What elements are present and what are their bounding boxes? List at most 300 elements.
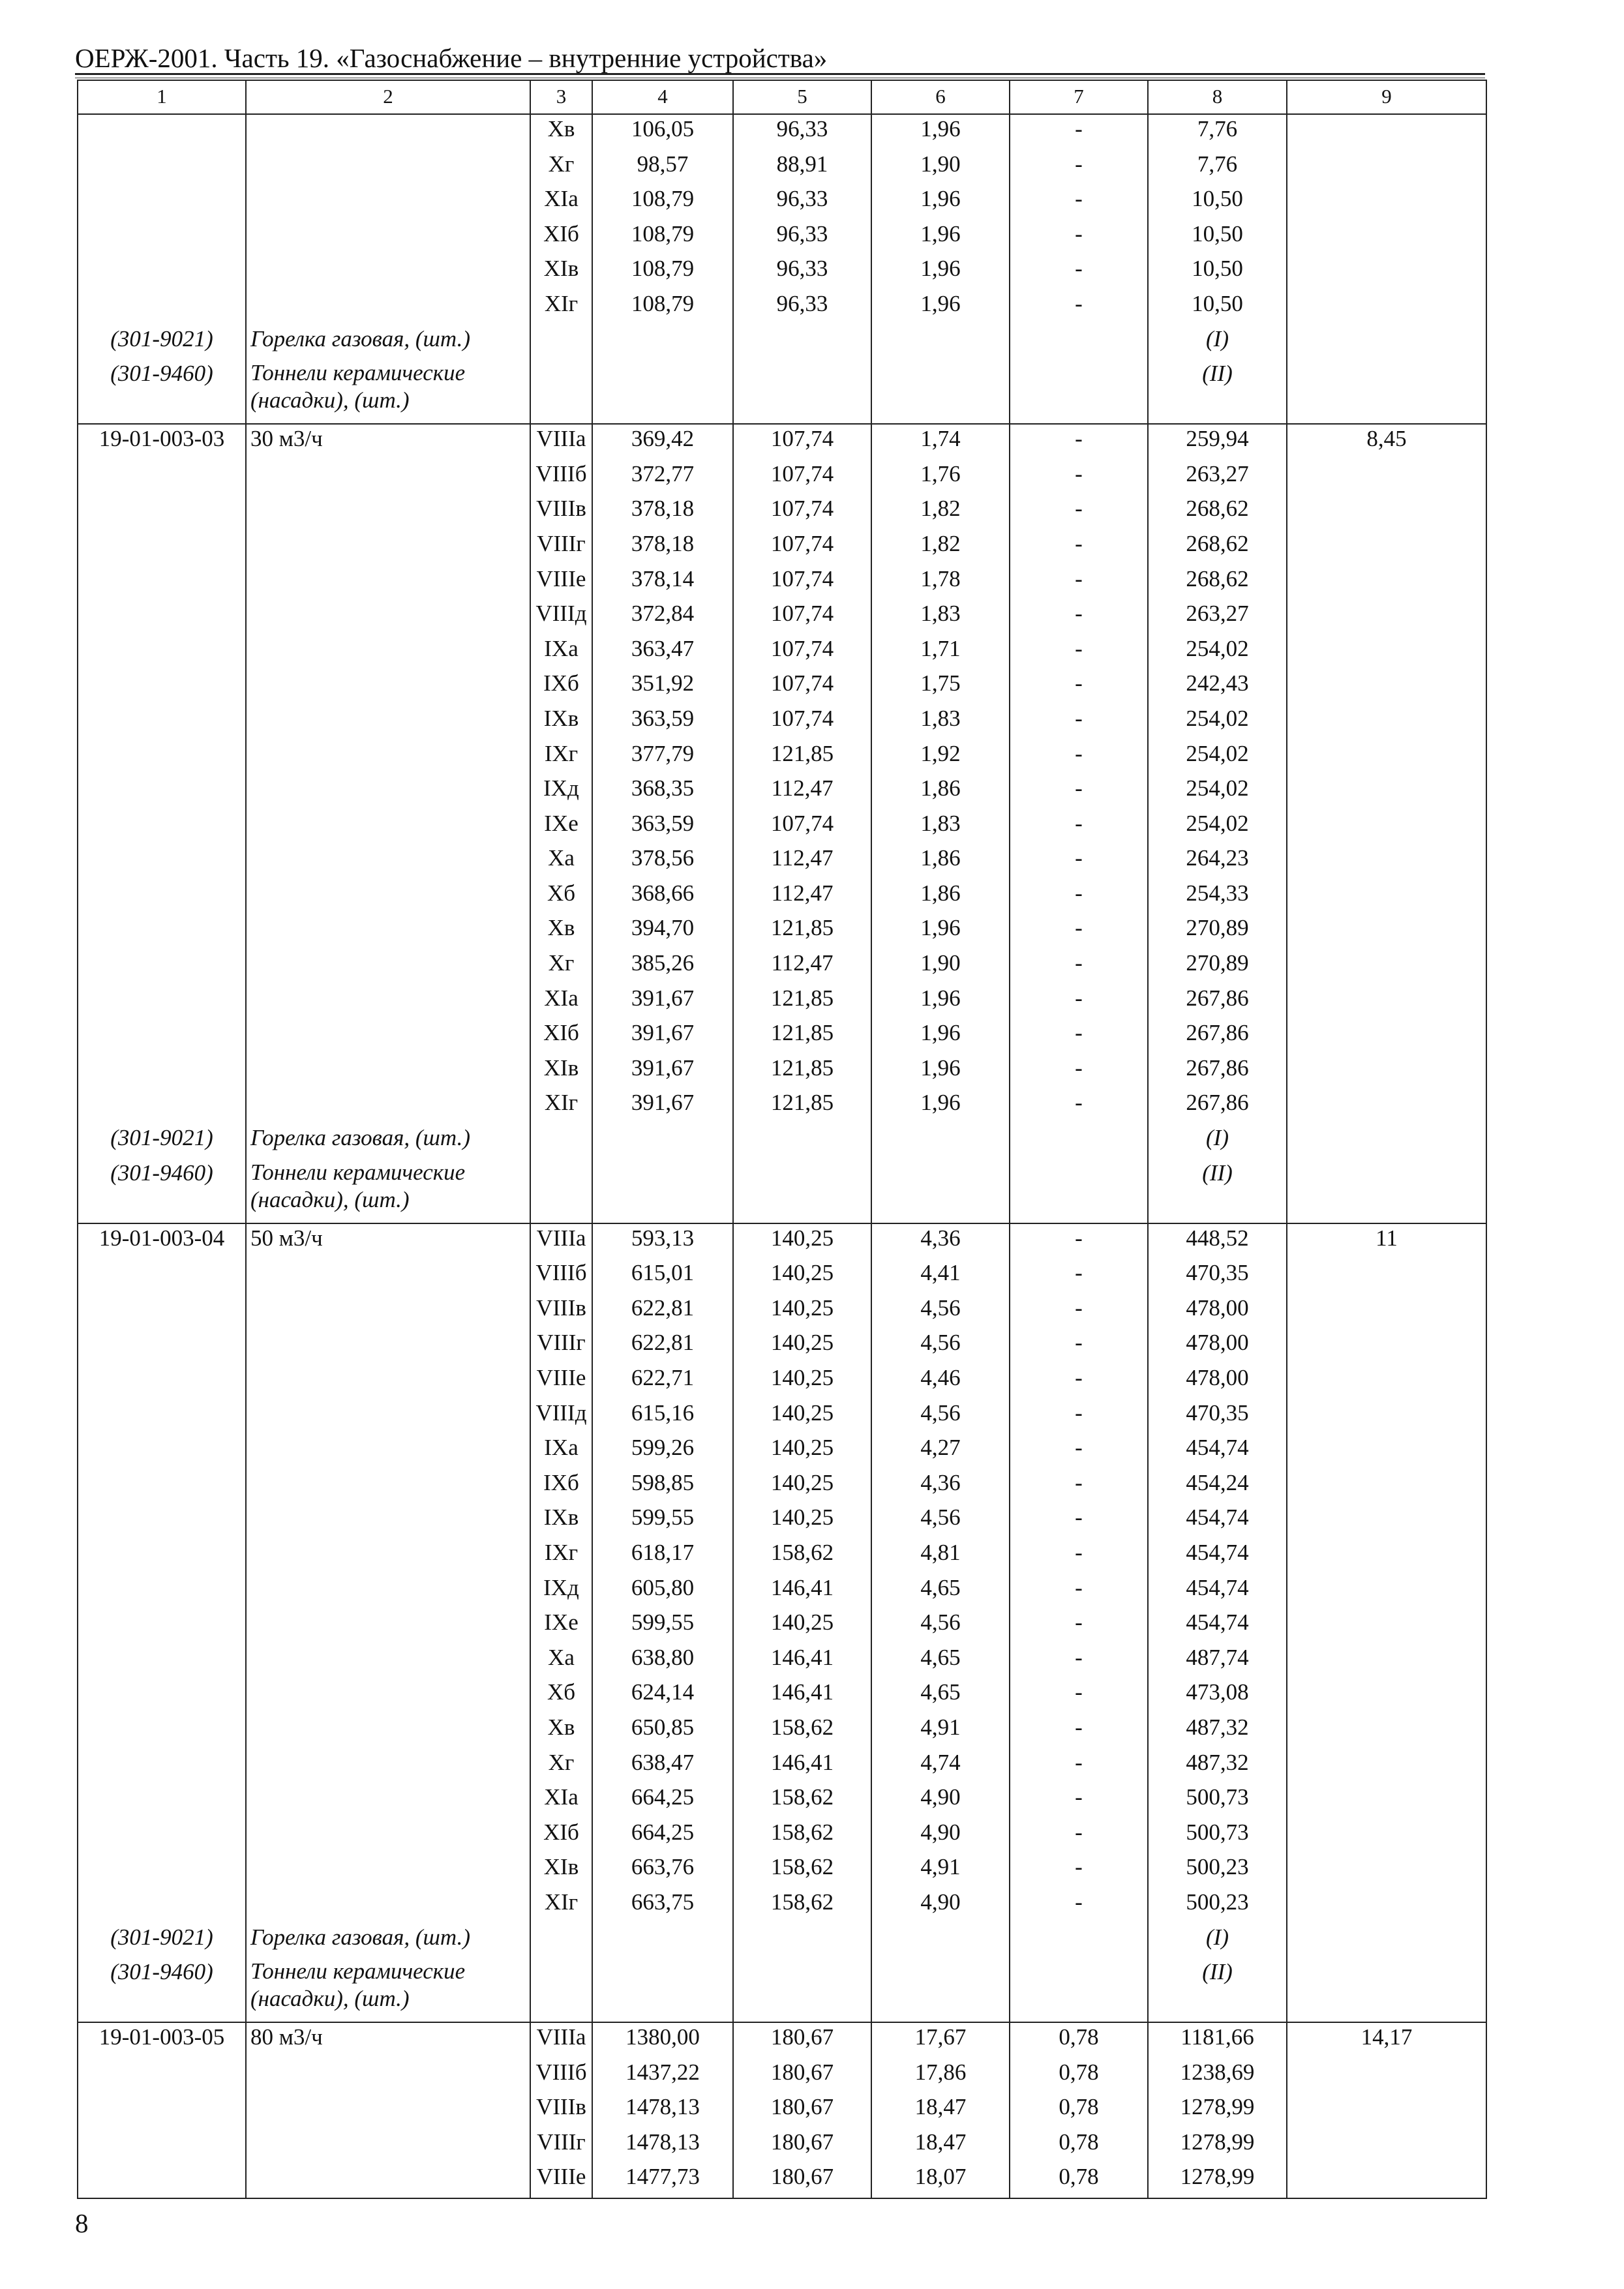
page-number: 8 [75,2208,89,2238]
zone-cell: Хб [530,1678,592,1713]
labor-cost-cell [1287,494,1486,530]
resource-code-cell: (301-9021) [78,1124,246,1159]
rate-code-cell [78,1019,246,1054]
wages-cell: 121,85 [733,984,871,1019]
direct-cost-cell: 615,01 [592,1259,733,1294]
table-row [78,2162,1486,2198]
rate-code-cell [78,844,246,879]
labor-cost-cell [1287,1259,1486,1294]
rate-code-cell [78,949,246,984]
driver-wages-cell: - [1010,460,1148,495]
table-row [78,1608,1486,1643]
materials-cell: 10,50 [1148,185,1287,220]
empty-cell [530,1124,592,1159]
driver-wages-cell: - [1010,669,1148,704]
materials-cell: 10,50 [1148,290,1287,325]
driver-wages-cell: 0,78 [1010,2162,1148,2198]
driver-wages-cell: 0,78 [1010,2128,1148,2163]
materials-cell: 10,50 [1148,220,1287,255]
direct-cost-cell: 378,18 [592,494,733,530]
direct-cost-cell: 363,59 [592,704,733,740]
rate-code-cell [78,254,246,290]
materials-cell: 500,23 [1148,1853,1287,1888]
machine-cost-cell: 1,86 [871,879,1010,914]
materials-cell: 268,62 [1148,565,1287,600]
materials-cell: 254,02 [1148,704,1287,740]
description-cell [246,1853,530,1888]
machine-cost-cell: 1,78 [871,565,1010,600]
labor-cost-cell [1287,254,1486,290]
driver-wages-cell: - [1010,740,1148,775]
materials-cell: 470,35 [1148,1399,1287,1434]
machine-cost-cell: 1,71 [871,635,1010,670]
driver-wages-cell: - [1010,1608,1148,1643]
rate-code-cell [78,1364,246,1399]
zone-cell: ХIв [530,1853,592,1888]
rate-code-cell [78,809,246,845]
wages-cell: 180,67 [733,2128,871,2163]
zone-cell: ХIг [530,1888,592,1923]
zone-cell: ХIг [530,1088,592,1124]
machine-cost-cell: 1,83 [871,809,1010,845]
description-cell [246,1433,530,1469]
rate-code-cell: 19-01-003-05 [78,2022,246,2058]
wages-cell: 140,25 [733,1328,871,1364]
table-row [78,2022,1486,2058]
machine-cost-cell: 4,81 [871,1538,1010,1574]
rate-code-cell [78,530,246,565]
materials-cell: 10,50 [1148,254,1287,290]
materials-cell: 1238,69 [1148,2058,1287,2093]
resource-qty-cell: (II) [1148,1159,1287,1223]
direct-cost-cell: 106,05 [592,114,733,150]
materials-cell: 1278,99 [1148,2128,1287,2163]
direct-cost-cell: 108,79 [592,290,733,325]
driver-wages-cell: - [1010,844,1148,879]
direct-cost-cell: 638,47 [592,1748,733,1784]
direct-cost-cell: 394,70 [592,914,733,949]
rate-code-cell [78,1678,246,1713]
zone-cell: IХв [530,704,592,740]
machine-cost-cell: 1,96 [871,1054,1010,1089]
materials-cell: 470,35 [1148,1259,1287,1294]
description-cell [246,879,530,914]
materials-cell: 254,02 [1148,740,1287,775]
materials-cell: 268,62 [1148,530,1287,565]
machine-cost-cell: 1,92 [871,740,1010,775]
column-number: 6 [871,80,1010,114]
empty-cell [871,325,1010,360]
driver-wages-cell: - [1010,809,1148,845]
driver-wages-cell: - [1010,914,1148,949]
zone-cell: VIIIг [530,1328,592,1364]
rate-code-cell [78,565,246,600]
driver-wages-cell: 0,78 [1010,2022,1148,2058]
rate-code-cell: 19-01-003-04 [78,1223,246,1259]
driver-wages-cell: - [1010,1054,1148,1089]
wages-cell: 107,74 [733,424,871,460]
empty-cell [871,1958,1010,2022]
wages-cell: 107,74 [733,460,871,495]
zone-cell: VIIIг [530,530,592,565]
labor-cost-cell [1287,740,1486,775]
zone-cell: VIIIб [530,2058,592,2093]
zone-cell: IХг [530,1538,592,1574]
table-row [78,1538,1486,1574]
resource-note-row [78,1159,1486,1223]
machine-cost-cell: 4,91 [871,1853,1010,1888]
zone-cell: VIIIв [530,494,592,530]
direct-cost-cell: 378,14 [592,565,733,600]
empty-cell [1287,1958,1486,2022]
driver-wages-cell: 0,78 [1010,2093,1148,2128]
wages-cell: 146,41 [733,1678,871,1713]
description-cell [246,914,530,949]
zone-cell: VIIIе [530,1364,592,1399]
description-cell [246,635,530,670]
zone-cell: VIIIа [530,1223,592,1259]
rate-code-cell [78,460,246,495]
driver-wages-cell: - [1010,1259,1148,1294]
driver-wages-cell: - [1010,1783,1148,1818]
materials-cell: 454,24 [1148,1469,1287,1504]
description-cell [246,1643,530,1679]
wages-cell: 107,74 [733,704,871,740]
materials-cell: 487,32 [1148,1748,1287,1784]
direct-cost-cell: 351,92 [592,669,733,704]
description-cell [246,1678,530,1713]
wages-cell: 158,62 [733,1888,871,1923]
direct-cost-cell: 663,76 [592,1853,733,1888]
driver-wages-cell: - [1010,1469,1148,1504]
zone-cell: Хв [530,914,592,949]
rate-code-cell [78,1783,246,1818]
labor-cost-cell [1287,704,1486,740]
wages-cell: 140,25 [733,1433,871,1469]
table-row [78,949,1486,984]
driver-wages-cell: - [1010,1818,1148,1853]
empty-cell [1010,359,1148,424]
description-cell [246,984,530,1019]
table-row [78,460,1486,495]
description-cell [246,2162,530,2198]
labor-cost-cell [1287,1399,1486,1434]
wages-cell: 112,47 [733,844,871,879]
empty-cell [592,359,733,424]
wages-cell: 158,62 [733,1818,871,1853]
labor-cost-cell [1287,1088,1486,1124]
description-cell [246,2093,530,2128]
zone-cell: IХб [530,1469,592,1504]
table-row [78,1433,1486,1469]
page-header: ОЕРЖ-2001. Часть 19. «Газоснабжение – внутренние устройства» [75,43,828,73]
machine-cost-cell: 1,75 [871,669,1010,704]
table-row [78,879,1486,914]
description-cell [246,1469,530,1504]
column-number: 5 [733,80,871,114]
materials-cell: 267,86 [1148,1019,1287,1054]
driver-wages-cell: - [1010,1294,1148,1329]
resource-name-cell: Горелка газовая, (шт.) [246,1923,530,1958]
machine-cost-cell: 4,91 [871,1713,1010,1748]
materials-cell: 478,00 [1148,1294,1287,1329]
rate-code-cell [78,1328,246,1364]
wages-cell: 96,33 [733,290,871,325]
driver-wages-cell: - [1010,530,1148,565]
direct-cost-cell: 108,79 [592,220,733,255]
table-row [78,1223,1486,1259]
driver-wages-cell: - [1010,1399,1148,1434]
empty-cell [530,1958,592,2022]
labor-cost-cell [1287,984,1486,1019]
empty-cell [1287,359,1486,424]
machine-cost-cell: 1,90 [871,949,1010,984]
rate-code-cell [78,1399,246,1434]
table-row [78,914,1486,949]
empty-cell [530,1923,592,1958]
zone-cell: ХIа [530,984,592,1019]
materials-cell: 242,43 [1148,669,1287,704]
rate-code-cell [78,704,246,740]
zone-cell: VIIIд [530,599,592,635]
description-cell [246,740,530,775]
labor-cost-cell [1287,185,1486,220]
rate-code-cell [78,290,246,325]
labor-cost-cell [1287,1783,1486,1818]
labor-cost-cell [1287,1364,1486,1399]
wages-cell: 121,85 [733,740,871,775]
direct-cost-cell: 363,59 [592,809,733,845]
driver-wages-cell: - [1010,1643,1148,1679]
machine-cost-cell: 1,96 [871,1088,1010,1124]
labor-cost-cell [1287,220,1486,255]
table-row [78,1783,1486,1818]
machine-cost-cell: 1,86 [871,844,1010,879]
wages-cell: 112,47 [733,949,871,984]
materials-cell: 500,73 [1148,1783,1287,1818]
description-cell [246,1574,530,1609]
machine-cost-cell: 17,67 [871,2022,1010,2058]
machine-cost-cell: 4,56 [871,1503,1010,1538]
description-cell [246,599,530,635]
driver-wages-cell: - [1010,949,1148,984]
column-number: 9 [1287,80,1486,114]
labor-cost-cell: 11 [1287,1223,1486,1259]
table-row [78,290,1486,325]
rate-code-cell [78,1574,246,1609]
wages-cell: 180,67 [733,2058,871,2093]
machine-cost-cell: 4,36 [871,1469,1010,1504]
machine-cost-cell: 1,96 [871,185,1010,220]
machine-cost-cell: 4,90 [871,1783,1010,1818]
table-row [78,1019,1486,1054]
machine-cost-cell: 4,65 [871,1574,1010,1609]
materials-cell: 500,73 [1148,1818,1287,1853]
labor-cost-cell [1287,2162,1486,2198]
direct-cost-cell: 622,71 [592,1364,733,1399]
zone-cell: IХб [530,669,592,704]
description-cell: 80 м3/ч [246,2022,530,2058]
empty-cell [592,1923,733,1958]
table-row [78,669,1486,704]
table-row [78,494,1486,530]
resource-name-cell: Горелка газовая, (шт.) [246,325,530,360]
description-cell: 50 м3/ч [246,1223,530,1259]
driver-wages-cell: - [1010,1538,1148,1574]
materials-cell: 270,89 [1148,949,1287,984]
zone-cell: IХд [530,774,592,809]
labor-cost-cell [1287,774,1486,809]
zone-cell: IХв [530,1503,592,1538]
direct-cost-cell: 1478,13 [592,2128,733,2163]
rate-code-cell [78,2128,246,2163]
materials-cell: 1278,99 [1148,2162,1287,2198]
driver-wages-cell: - [1010,114,1148,150]
direct-cost-cell: 1437,22 [592,2058,733,2093]
table-row [78,1643,1486,1679]
direct-cost-cell: 368,66 [592,879,733,914]
description-cell [246,565,530,600]
column-number: 8 [1148,80,1287,114]
table-row [78,1853,1486,1888]
table-row [78,1678,1486,1713]
description-cell [246,1054,530,1089]
materials-cell: 254,33 [1148,879,1287,914]
zone-cell: ХIа [530,1783,592,1818]
direct-cost-cell: 372,84 [592,599,733,635]
table-row [78,1503,1486,1538]
zone-cell: Ха [530,844,592,879]
direct-cost-cell: 664,25 [592,1783,733,1818]
machine-cost-cell: 1,86 [871,774,1010,809]
driver-wages-cell: 0,78 [1010,2058,1148,2093]
machine-cost-cell: 4,90 [871,1818,1010,1853]
wages-cell: 107,74 [733,635,871,670]
machine-cost-cell: 1,74 [871,424,1010,460]
zone-cell: Хб [530,879,592,914]
direct-cost-cell: 622,81 [592,1294,733,1329]
machine-cost-cell: 4,65 [871,1643,1010,1679]
labor-cost-cell [1287,460,1486,495]
labor-cost-cell [1287,635,1486,670]
table-row [78,1328,1486,1364]
direct-cost-cell: 377,79 [592,740,733,775]
machine-cost-cell: 4,56 [871,1294,1010,1329]
machine-cost-cell: 4,65 [871,1678,1010,1713]
materials-cell: 454,74 [1148,1574,1287,1609]
rate-code-cell [78,984,246,1019]
empty-cell [871,359,1010,424]
machine-cost-cell: 1,96 [871,984,1010,1019]
zone-cell: IХе [530,809,592,845]
zone-cell: ХIв [530,254,592,290]
machine-cost-cell: 4,56 [871,1328,1010,1364]
table-row [78,2058,1486,2093]
driver-wages-cell: - [1010,879,1148,914]
rate-code-cell [78,1054,246,1089]
materials-cell: 268,62 [1148,494,1287,530]
zone-cell: ХIб [530,220,592,255]
machine-cost-cell: 1,83 [871,704,1010,740]
zone-cell: Хв [530,1713,592,1748]
wages-cell: 121,85 [733,1088,871,1124]
machine-cost-cell: 1,96 [871,1019,1010,1054]
rate-code-cell [78,1433,246,1469]
zone-cell: VIIIе [530,565,592,600]
empty-cell [733,1958,871,2022]
machine-cost-cell: 1,90 [871,150,1010,185]
direct-cost-cell: 391,67 [592,1019,733,1054]
direct-cost-cell: 599,26 [592,1433,733,1469]
labor-cost-cell [1287,1888,1486,1923]
table-row [78,1888,1486,1923]
materials-cell: 7,76 [1148,150,1287,185]
labor-cost-cell [1287,879,1486,914]
labor-cost-cell [1287,1054,1486,1089]
labor-cost-cell [1287,1608,1486,1643]
direct-cost-cell: 593,13 [592,1223,733,1259]
labor-cost-cell [1287,669,1486,704]
rate-code-cell [78,1294,246,1329]
zone-cell: Хг [530,150,592,185]
driver-wages-cell: - [1010,635,1148,670]
rate-code-cell [78,669,246,704]
rates-table [77,80,1487,2199]
direct-cost-cell: 599,55 [592,1503,733,1538]
driver-wages-cell: - [1010,984,1148,1019]
labor-cost-cell: 14,17 [1287,2022,1486,2058]
direct-cost-cell: 1478,13 [592,2093,733,2128]
column-number: 1 [78,80,246,114]
materials-cell: 1278,99 [1148,2093,1287,2128]
column-number: 3 [530,80,592,114]
rate-code-cell [78,1853,246,1888]
table-row [78,1364,1486,1399]
empty-cell [592,1159,733,1223]
description-cell [246,1088,530,1124]
zone-cell: Хг [530,1748,592,1784]
resource-note-row [78,325,1486,360]
direct-cost-cell: 624,14 [592,1678,733,1713]
resource-note-row [78,1958,1486,2022]
materials-cell: 254,02 [1148,809,1287,845]
direct-cost-cell: 638,80 [592,1643,733,1679]
rate-code-cell [78,1469,246,1504]
wages-cell: 121,85 [733,1054,871,1089]
direct-cost-cell: 378,56 [592,844,733,879]
table-row [78,704,1486,740]
table-row [78,740,1486,775]
empty-cell [1010,1124,1148,1159]
description-cell [246,185,530,220]
description-cell [246,1818,530,1853]
rate-code-cell [78,914,246,949]
wages-cell: 140,25 [733,1503,871,1538]
driver-wages-cell: - [1010,1088,1148,1124]
machine-cost-cell: 1,96 [871,290,1010,325]
direct-cost-cell: 391,67 [592,984,733,1019]
table-row [78,254,1486,290]
machine-cost-cell: 18,47 [871,2093,1010,2128]
empty-cell [1287,1159,1486,1223]
labor-cost-cell [1287,2093,1486,2128]
resource-qty-cell: (I) [1148,1124,1287,1159]
resource-code-cell: (301-9460) [78,359,246,424]
materials-cell: 487,74 [1148,1643,1287,1679]
empty-cell [592,325,733,360]
materials-cell: 267,86 [1148,1088,1287,1124]
driver-wages-cell: - [1010,1328,1148,1364]
